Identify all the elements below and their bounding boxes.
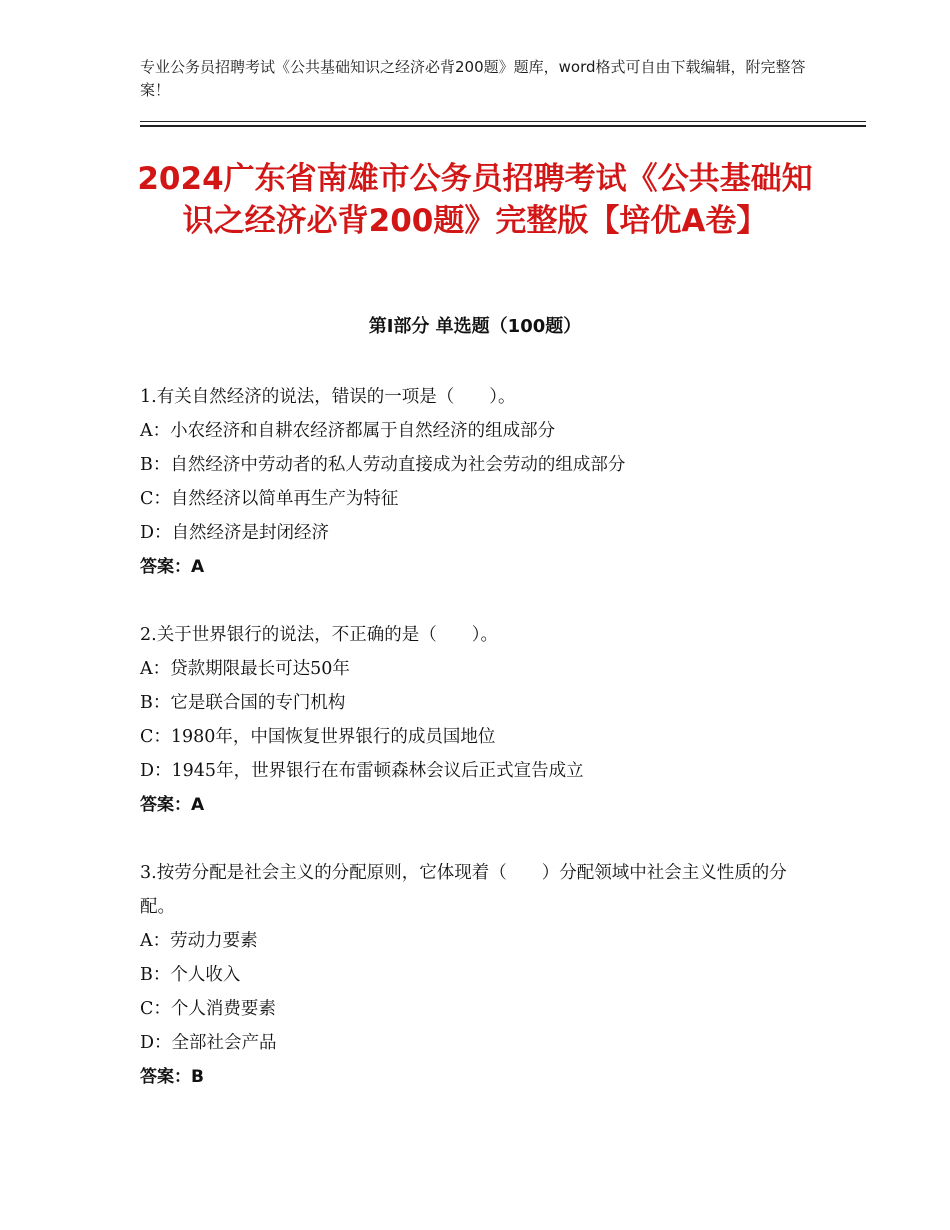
option-d: D：全部社会产品 <box>140 1033 277 1053</box>
answer-line: 答案：B <box>140 1067 204 1087</box>
section-heading: 第Ⅰ部分 单选题（100题） <box>368 316 582 337</box>
question-stem: 2.关于世界银行的说法，不正确的是（ ）。 <box>140 625 498 645</box>
question-2 <box>140 618 820 822</box>
question-stem: 3.按劳分配是社会主义的分配原则，它体现着（ ）分配领域中社会主义性质的分配。 <box>140 863 787 917</box>
option-a: A：贷款期限最长可达50年 <box>140 659 350 679</box>
question-3 <box>140 856 820 1094</box>
question-list <box>140 380 820 1128</box>
question-1 <box>140 380 820 584</box>
option-a: A：劳动力要素 <box>140 931 258 951</box>
answer-line: 答案：A <box>140 557 205 577</box>
option-c: C：个人消费要素 <box>140 999 276 1019</box>
option-c: C：1980年，中国恢复世界银行的成员国地位 <box>140 727 496 747</box>
option-d: D：1945年，世界银行在布雷顿森林会议后正式宣告成立 <box>140 761 584 781</box>
document-title: 2024广东省南雄市公务员招聘考试《公共基础知识之经济必背200题》完整版【培优A卷】 <box>137 161 813 239</box>
answer-line: 答案：A <box>140 795 205 815</box>
option-b: B：自然经济中劳动者的私人劳动直接成为社会劳动的组成部分 <box>140 455 626 475</box>
option-b: B：它是联合国的专门机构 <box>140 693 346 713</box>
question-stem: 1.有关自然经济的说法，错误的一项是（ ）。 <box>140 387 516 407</box>
option-a: A：小农经济和自耕农经济都属于自然经济的组成部分 <box>140 421 556 441</box>
header-note: 专业公务员招聘考试《公共基础知识之经济必背200题》题库，word格式可自由下载编辑，附完整答案！ <box>140 58 806 99</box>
header-divider-thick <box>140 125 866 127</box>
header-divider-thin <box>140 121 866 122</box>
option-d: D：自然经济是封闭经济 <box>140 523 330 543</box>
option-b: B：个人收入 <box>140 965 241 985</box>
option-c: C：自然经济以简单再生产为特征 <box>140 489 399 509</box>
